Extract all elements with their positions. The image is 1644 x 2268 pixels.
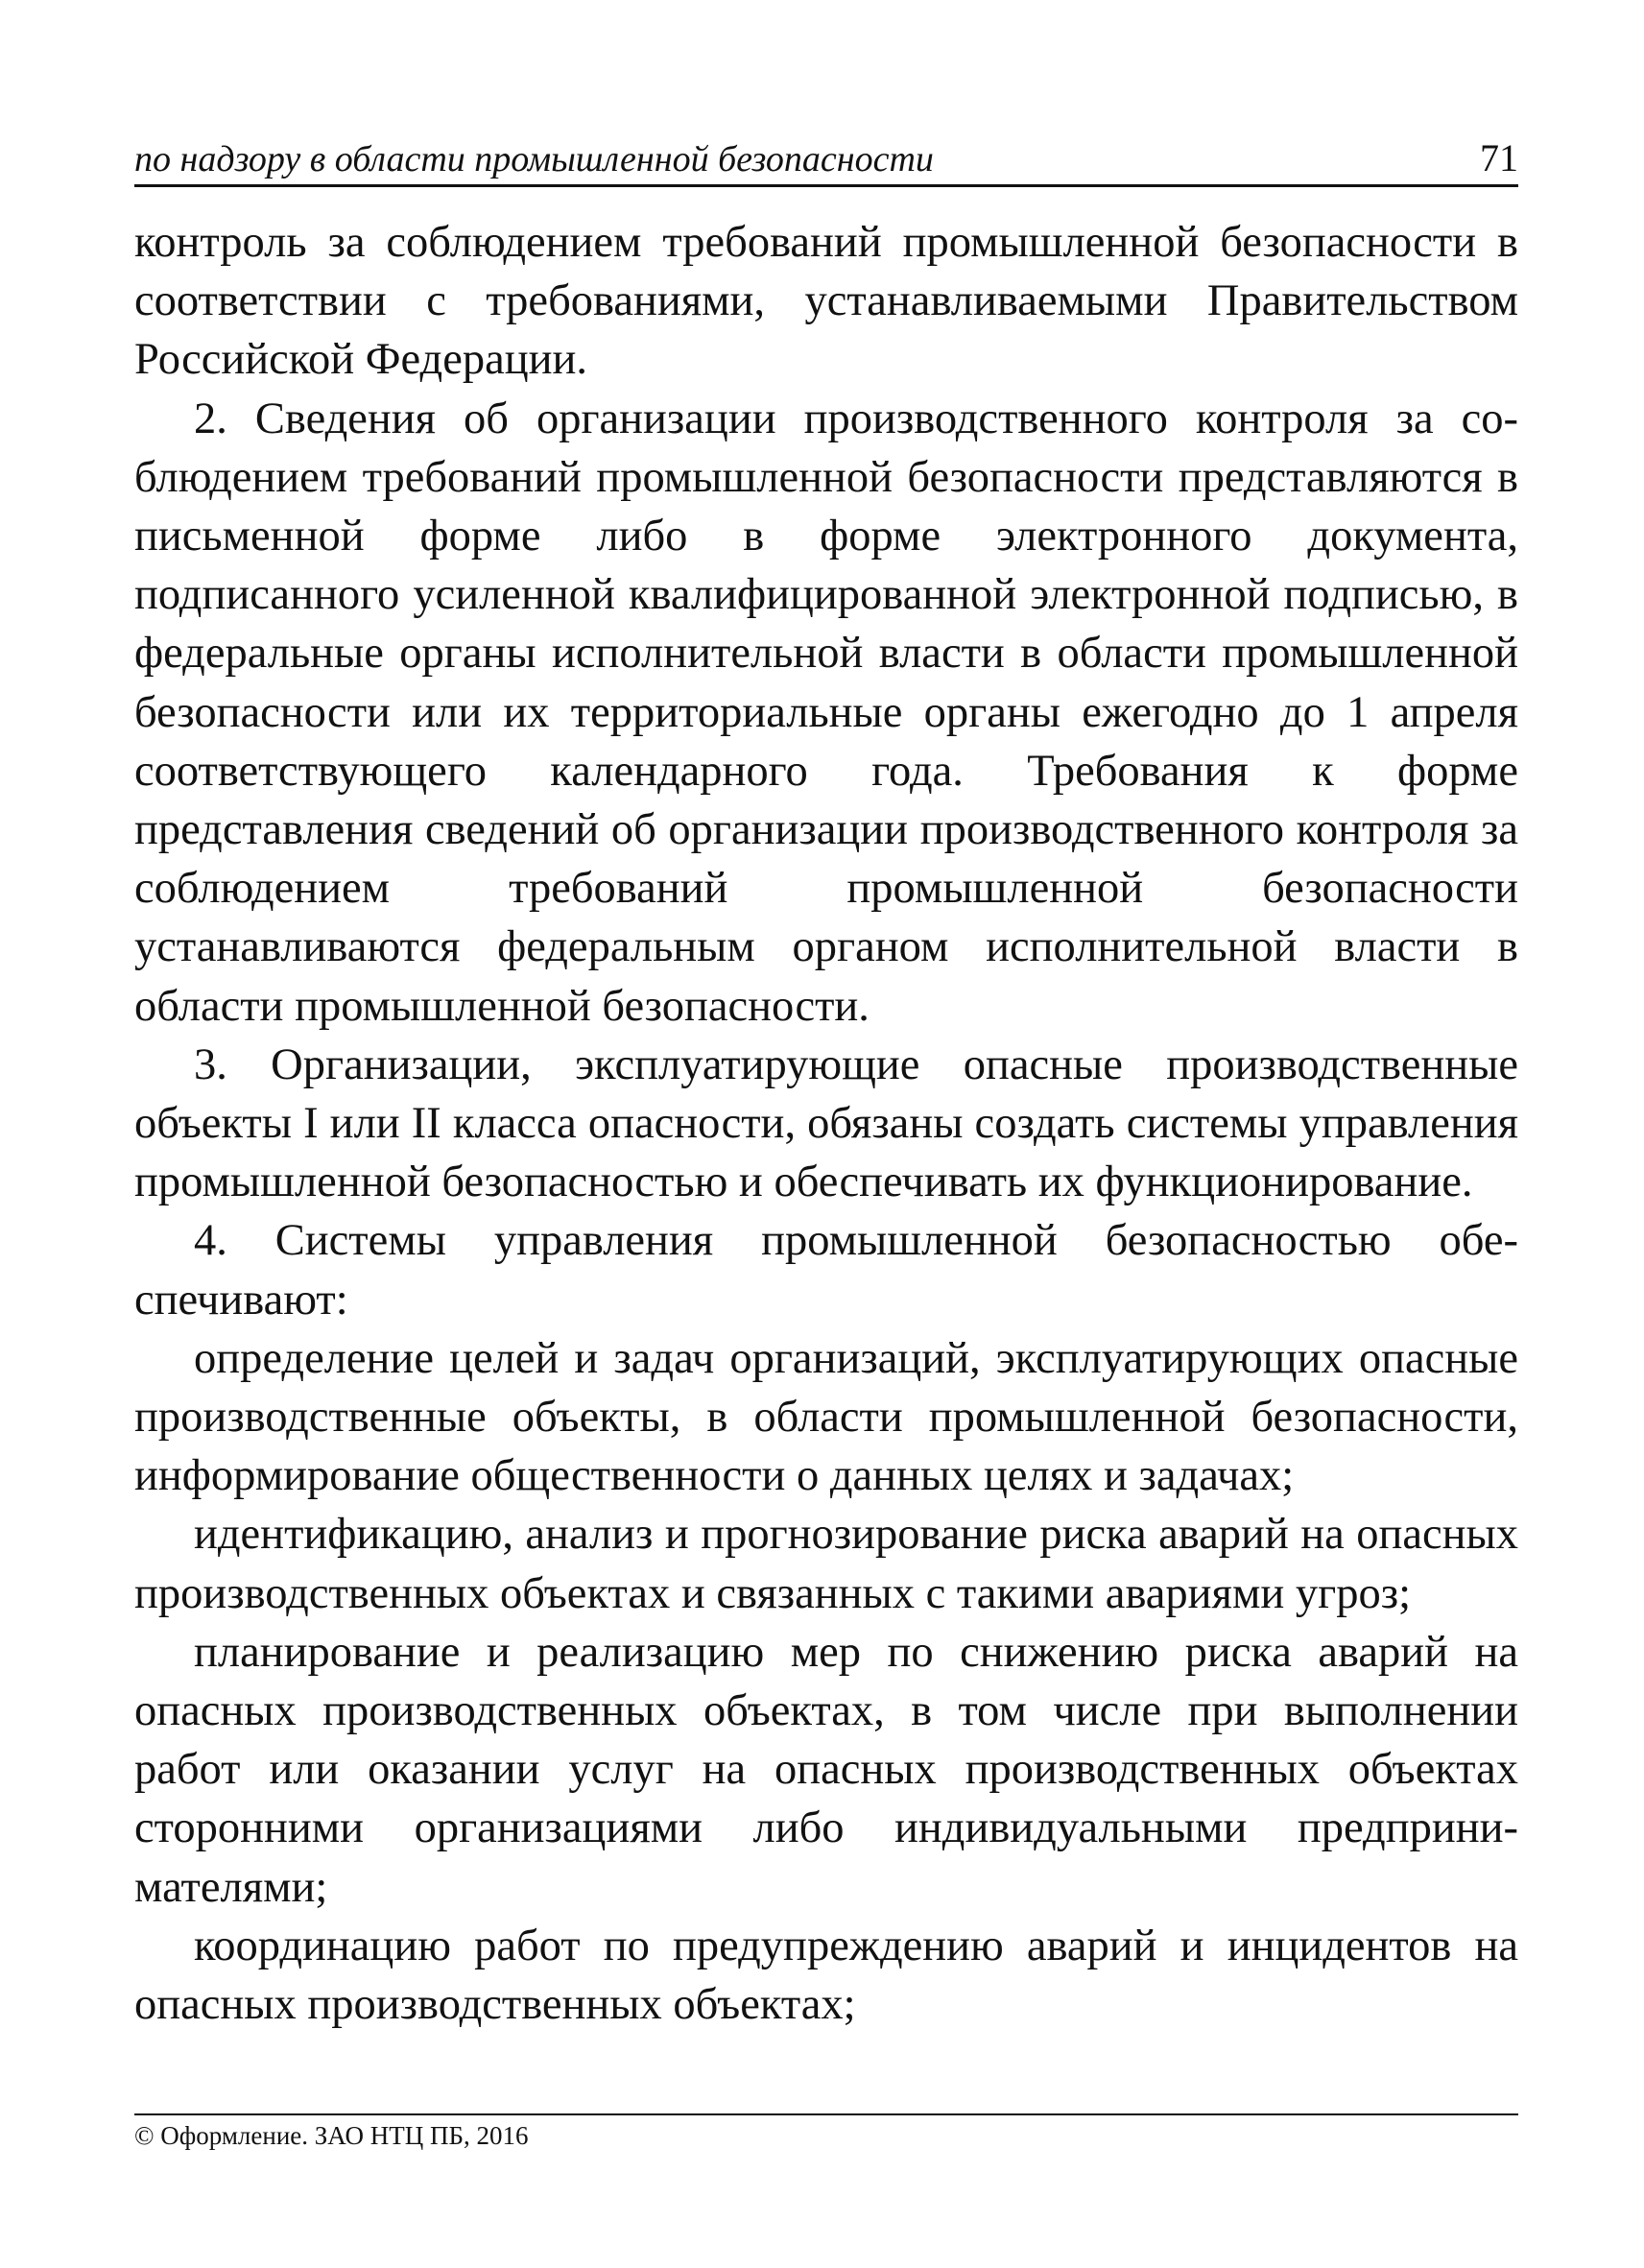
page-number: 71 (1480, 136, 1518, 179)
list-item-risk-identification: идентификацию, анализ и прогнозирование риска аварий на опасных производственных объектах и связанных с такими авариями угроз; (134, 1510, 1518, 1618)
list-item-goals: определение целей и задач организаций, эксплуатирующих опасные производственные объекты, в области промышленной безопасности, информирование общественности о данных целях и задачах; (134, 1333, 1518, 1501)
header-title: по надзору в области промышленной безопасности (134, 139, 934, 179)
body-text (134, 213, 1518, 2034)
paragraph-item-4: 4. Системы управления промышленной безопасностью обеспечивают: (134, 1216, 1518, 1325)
list-item-risk-reduction: планирование и реализацию мер по снижению риска аварий на опасных производственных объектах, в том числе при выполнении работ или оказании услуг на опасных производственных объектах сторонними организациями либо индивидуальными предпринимателями; (134, 1627, 1518, 1912)
footer-copyright: © Оформление. ЗАО НТЦ ПБ, 2016 (134, 2121, 529, 2150)
running-header (134, 136, 1518, 187)
paragraph-continuation: контроль за соблюдением требований промышленной безопасности в соответствии с требованиями, устанавливаемыми Правительством Российской Федерации. (134, 218, 1518, 385)
footer-divider (134, 2113, 1518, 2115)
paragraph-item-3: 3. Организации, эксплуатирующие опасные производственные объекты I или II класса опасности, обязаны создать системы управления промышленной безопасностью и обеспечивать их функционирование. (134, 1039, 1518, 1207)
list-item-coordination: координацию работ по предупреждению аварий и инцидентов на опасных производственных объектах; (134, 1921, 1518, 2030)
paragraph-item-2: 2. Сведения об организации производственного контроля за соблюдением требований промышленной безопасности представляются в письменной форме либо в форме электронного документа, подписанного усиленной квалифицированной электронной подписью, в федеральные органы исполнительной власти в области промышленной безопасности или их территориальные органы ежегодно до 1 апреля соответствующего календарного года. Требования к форме представления сведений об организации производственного контроля за соблюдением требований промышленной безопасности устанавливаются федеральным органом исполнительной власти в области промышленной безопасности. (134, 394, 1518, 1031)
